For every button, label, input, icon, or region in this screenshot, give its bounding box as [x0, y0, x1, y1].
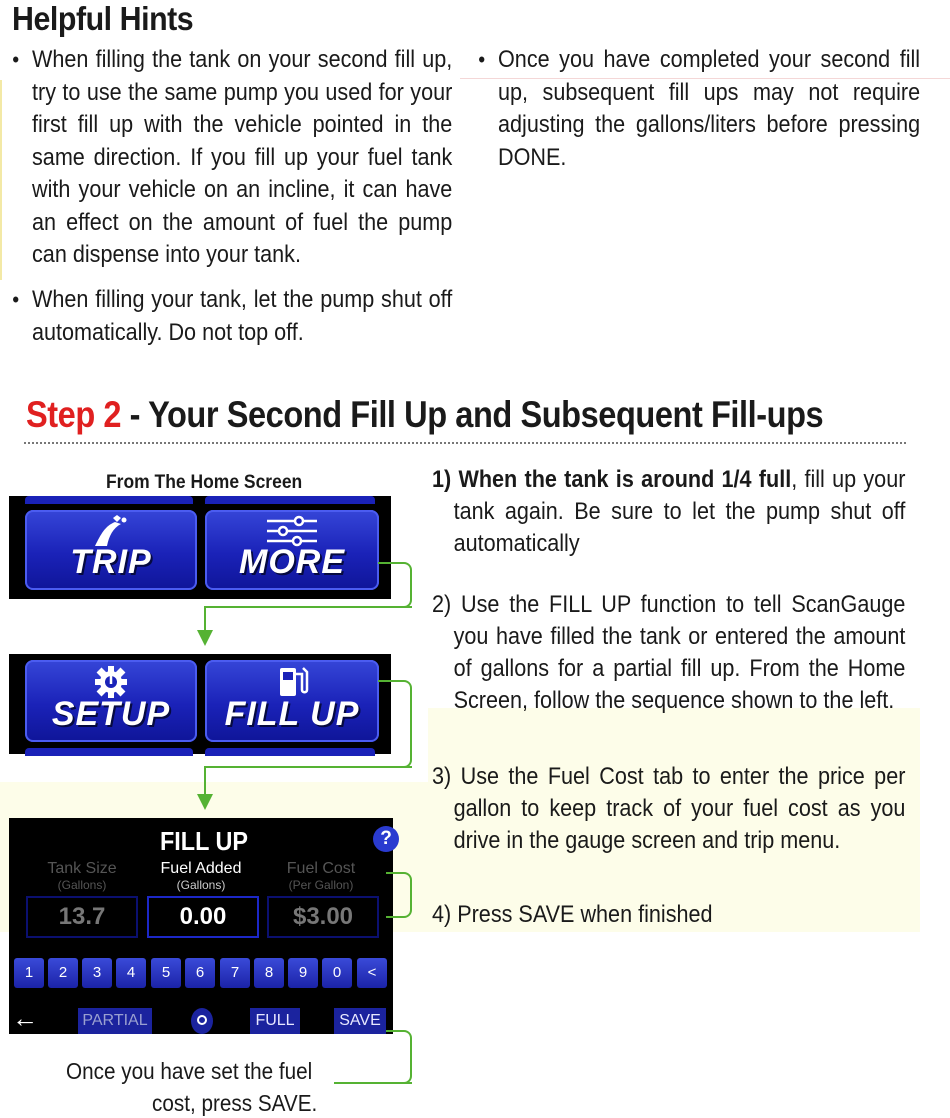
key-7[interactable]: 7: [220, 958, 250, 988]
step-3-text: 3) Use the Fuel Cost tab to enter the price per gallon to keep track of your fuel cost as you drive in the gauge screen and trip menu.: [432, 763, 906, 854]
step-1-text: , fill up your tank again. Be sure to let the pump shut off automatically: [453, 466, 906, 557]
arrow-down-icon: [197, 794, 213, 810]
arrow-down-icon: [197, 630, 213, 646]
from-home-label: From The Home Screen: [106, 472, 303, 493]
margin-line: [0, 80, 2, 280]
step-heading: [26, 394, 823, 436]
full-button[interactable]: FULL: [250, 1008, 300, 1034]
more-button[interactable]: [205, 510, 379, 590]
tile-strip: [205, 496, 375, 504]
caption-line-2: cost, press SAVE.: [152, 1090, 318, 1116]
hint-3-text: Once you have completed your second fill up, subsequent fill ups may not require adjusting the gallons/liters before pressing DONE.: [498, 46, 921, 171]
connector-bracket: [386, 1030, 412, 1084]
fill-up-button[interactable]: [205, 660, 379, 742]
trip-button[interactable]: [25, 510, 197, 590]
step-1-bold: 1) When the tank is around 1/4 full: [432, 466, 792, 493]
tile-strip: [205, 748, 375, 756]
key-6[interactable]: 6: [185, 958, 215, 988]
connector-line: [204, 606, 412, 608]
fuel-added-field[interactable]: 0.00: [147, 896, 259, 938]
key-4[interactable]: 4: [116, 958, 146, 988]
connector-line: [204, 606, 206, 632]
key-3[interactable]: 3: [82, 958, 112, 988]
partial-button[interactable]: PARTIAL: [78, 1008, 152, 1034]
hint-2: [12, 284, 453, 349]
key-0[interactable]: 0: [322, 958, 352, 988]
more-label: MORE: [239, 543, 345, 581]
hint-1: [12, 44, 453, 272]
step-number: Step 2: [26, 394, 122, 435]
toggle-dot: [197, 1015, 207, 1025]
fuel-added-unit: (Gallons): [176, 878, 226, 892]
save-button[interactable]: SAVE: [334, 1008, 386, 1034]
tile-strip: [25, 748, 193, 756]
step-1: [432, 464, 906, 560]
tank-size-unit: (Gallons): [57, 878, 107, 892]
step-title: - Your Second Fill Up and Subsequent Fill-ups: [121, 394, 824, 435]
bullet-icon: •: [478, 47, 486, 72]
connector-line: [204, 766, 412, 768]
fuel-cost-label: Fuel Cost: [286, 860, 356, 877]
help-icon[interactable]: ?: [373, 826, 399, 852]
connector-line: [334, 1082, 412, 1084]
key-9[interactable]: 9: [288, 958, 318, 988]
key-8[interactable]: 8: [254, 958, 284, 988]
hint-1-text: When filling the tank on your second fill up, try to use the same pump you used for your first fill up with the vehicle pointed in the same direction. If you fill up your fuel tank with your vehicle on an incline, it can have an effect on the amount of fuel the pump can dispense into your tank.: [32, 46, 453, 268]
fill-up-screen: [9, 818, 393, 1034]
fuel-added-label: Fuel Added: [160, 860, 242, 877]
trip-label: TRIP: [70, 543, 152, 581]
connector-line: [204, 766, 206, 796]
fill-up-label: FILL UP: [224, 695, 360, 733]
fuel-cost-unit: (Per Gallon): [288, 878, 354, 892]
bullet-icon: •: [12, 287, 20, 312]
tank-size-label: Tank Size: [47, 860, 117, 877]
setup-label: SETUP: [51, 695, 171, 733]
key-5[interactable]: 5: [151, 958, 181, 988]
step-2-text: 2) Use the FILL UP function to tell ScanGauge you have filled the tank or entered the amount of gallons for a partial fill up. From the Home Screen, follow the sequence shown to the left.: [432, 591, 906, 714]
setup-button[interactable]: [25, 660, 197, 742]
hint-3: [478, 44, 921, 174]
home-screen-1: [9, 496, 391, 599]
home-screen-2: [9, 654, 391, 754]
connector-bracket: [378, 562, 412, 608]
tile-strip: [25, 496, 193, 504]
fuel-cost-field[interactable]: $3.00: [267, 896, 379, 938]
connector-bracket: [378, 680, 412, 768]
fill-up-title: FILL UP: [160, 826, 248, 856]
page-title: Helpful Hints: [12, 0, 194, 37]
step-2: [432, 589, 906, 717]
tank-size-field[interactable]: 13.7: [26, 896, 138, 938]
key-1[interactable]: 1: [14, 958, 44, 988]
step-3: [432, 761, 906, 857]
caption-line-1: Once you have set the fuel: [66, 1058, 313, 1084]
dotted-divider: [24, 442, 906, 444]
connector-bracket: [386, 872, 412, 918]
backspace-key[interactable]: <: [357, 958, 387, 988]
step-4: [432, 899, 906, 931]
toggle-icon[interactable]: [191, 1008, 213, 1034]
step-4-text: 4) Press SAVE when finished: [432, 901, 713, 928]
key-2[interactable]: 2: [48, 958, 78, 988]
bullet-icon: •: [12, 47, 20, 72]
back-arrow-icon[interactable]: ←: [12, 1003, 38, 1033]
hint-2-text: When filling your tank, let the pump shut off automatically. Do not top off.: [32, 286, 453, 346]
